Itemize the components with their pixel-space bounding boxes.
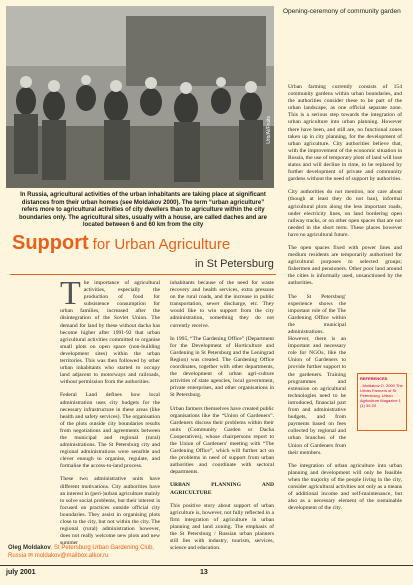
title-rule	[10, 274, 276, 275]
page-number: 13	[200, 569, 208, 576]
author-email[interactable]: moldakov@mailbox.alkor.ru	[34, 552, 109, 559]
footer-rule	[0, 565, 413, 566]
author-name: Oleg Moldakov	[8, 545, 51, 551]
col2-paragraph-4: This positive story about support of urban agriculture is, however, not fully reflected in a firm integration of agriculture in urban planning and land zoning. The emphasis of the St Petersburg / Russian urban planners still lies with industry, tourism, services, science and education.	[170, 502, 274, 552]
col3-paragraph-3: The open spaces fixed with power lines and medium residents are temporarily authorised for agricultural purposes to selected groups; fishermen and pensioners. Other poor land around the cities is informally used, unsanctioned by the authorities.	[288, 244, 402, 287]
references-box	[357, 373, 407, 431]
col3-paragraph-4: The St Petersburg' experience shows the important role of the The Gardening Office within the municipal administrations. However, there is an important and necessary role for NGOs, like the Union of Gardeners to provide further support to the gardeners. Training programmes and extension on agricultural technologies need to be introduced, financial part from and administrative budgets, and from payments based on fees collected by regional and urban branches of the Union of Gardeners from their members.	[288, 293, 346, 456]
photo-caption: In Russia, agricultural activities of the urban inhabitants are taking place at significant distances from their urban homes (see Moldakov 2000). The term “urban agriculture” refers more to agricultural activities of city dwellers than to agriculture within the city boundaries only. The agricultural sites, usually with a house, are called daches and are located between 6 and 60 km from the city	[19, 192, 267, 229]
drop-cap: T	[60, 275, 81, 312]
col2-paragraph-1: inhabitants because of the need for waste recovery and health services, extra pressure on the rural roads, and the increase in public transportation, sewer discharge, etc. They would like to win support from the city administration, something they do not currently receive.	[170, 280, 274, 329]
author-block: Oleg Moldakov, St Petersburg Urban Gardening Club, Russia ✉ moldakov@mailbox.alkor.ru	[8, 545, 155, 559]
column-2	[170, 280, 274, 558]
col3-paragraph-2: City authorities do not mention, nor care about (though at least they do not ban), informal agricultural plots along the less important roads, under electricity lines, on land bordering open railway tracks, or on other open spaces that are not needed in the short term. These places however have no agricultural future.	[288, 189, 402, 238]
column-3	[288, 84, 402, 518]
col1-paragraph-2: Federal Land defines how local administration uses city budgets for the necessary infrastructure in these areas (like health and safety services). The organisation of the plots outside city boundaries results from negotiations and agreements between the municipal and regional (rural) administrations. The St Petersburg city and regional administrations were sensible and clever enough to organise, regulate, and formalise the access-to-land process.	[60, 392, 160, 470]
col1-paragraph-3: These two administrative units have different motivations. City authorities have an interest in (peri-)urban agriculture mainly to solve social problems, but their interest is focused on practices outside official city boundaries. They assist in organising plots close to the city, but not within the city. The regional (rural) administration however, does not really welcome new plots and new summer	[60, 476, 160, 547]
col3-paragraph-1: Urban farming currently consists of 154 community gardens within urban boundaries, and the authorities consider these to be part of the urban landscape, as one official separate zone. This is a serious step towards the integration of urban agriculture into urban planning. However there have been, and still are, no functional zones taken up in city planning, for the development of urban agriculture. City authorities believe that, with the improvement of the economic situation in Russia, the use of temporary plots of land will lose status and will decline in time, to be replaced by further development of private and community gardens without the need of support by authorities.	[288, 84, 402, 183]
article-title	[12, 232, 230, 255]
col2-paragraph-3: Urban farmers themselves have created public organisations like the “Union of Gardeners”. Gardeners discuss their problems within their units (Community Garden or Dacha Cooperatives), whose chairpersons report to the Union of Gardeners' meeting with “The Gardening Office”, which will further act on the problems in need of support from urban authorities and coordinate with sectoral departments.	[170, 405, 274, 476]
section-heading: URBAN PLANNING AND AGRICULTURE	[170, 482, 274, 496]
photo	[6, 6, 274, 188]
title-main: Support	[12, 232, 89, 254]
photo-credit: Urb/Al/Fruits	[266, 116, 272, 144]
col3-paragraph-5: The integration of urban agriculture into urban planning and development will only be feasible when the majority of the people living in the city, consider agricultural activities not only as a means of additional income and self-maintenance, but also as a necessary element of the sustainable development of the city.	[288, 462, 402, 512]
author-affiliation: St Petersburg Urban Gardening Club, Russia	[8, 545, 155, 559]
references-text: - Moldakov O. 2000 The Urban Farmers of St Petersburg. Urban Agriculture Magazine 1 (1) 39-20	[360, 383, 403, 408]
col2-paragraph-2: In 1995, “The Gardening Office” (Department for the Development of Horticulture and Gardening in St Petersburg and the Leningrad Region) was created. The Gardening Office coordinates, together with other departments, the development of urban agri-culture activities of state agencies, local government, private enterprises, and other organisations in St Petersburg.	[170, 335, 274, 399]
references-heading: REFERENCES	[360, 376, 388, 381]
photo-caption-side: Opening-ceremony of community garden	[283, 8, 401, 15]
article-subtitle: in St Petersburg	[195, 258, 274, 270]
title-rest: for Urban Agriculture	[92, 236, 231, 253]
col1-paragraph-1: he importance of agricultural activities, especially the production of food for subsistence consumption for urban families, increased after the disintegration of the Soviet Union. The demand for land by these without dacha has become higher after 1991-92 that urban agricultural activities committed to organise small plots on open space (non-building development sites) within the urban territories. This was then followed by other urban inhabitants who started to occupy land adjacent to motorways and railroads, without permission from the authorities.	[60, 280, 160, 386]
footer-date: july 2001	[6, 569, 36, 576]
garden-ceremony-photo	[6, 6, 274, 188]
column-1	[60, 275, 160, 553]
